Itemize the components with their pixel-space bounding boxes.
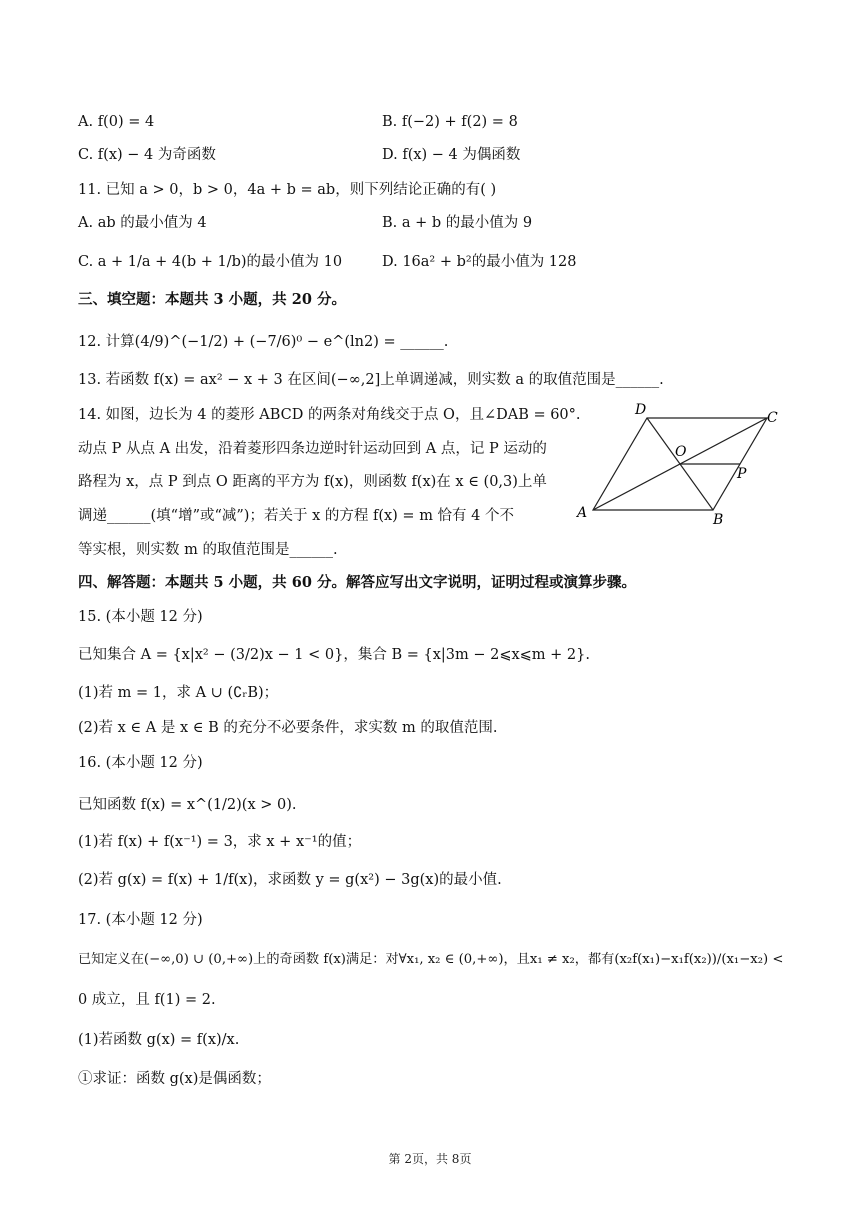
q14-line-3: 路程为 x，点 P 到点 O 距离的平方为 f(x)，则函数 f(x)在 x ∈ (0,3)上单 (78, 474, 547, 490)
q14-line-5: 等实根，则实数 m 的取值范围是______. (78, 542, 338, 558)
q13: 13. 若函数 f(x) = ax² − x + 3 在区间(−∞,2]上单调递减，则实数 a 的取值范围是______. (78, 372, 664, 388)
label-p: P (737, 466, 747, 482)
q15-stem: 已知集合 A = {x|x² − (3/2)x − 1 < 0}，集合 B = {x|3m − 2⩽x⩽m + 2}. (78, 647, 590, 663)
q12: 12. 计算(4/9)^(−1/2) + (−7/6)⁰ − e^(ln2) = ______. (78, 334, 449, 350)
q16-part-2: (2)若 g(x) = f(x) + 1/f(x)，求函数 y = g(x²) − 3g(x)的最小值. (78, 872, 502, 888)
q14-line-2: 动点 P 从点 A 出发，沿着菱形四条边逆时针运动回到 A 点，记 P 运动的 (78, 441, 547, 457)
q15-title: 15. (本小题 12 分) (78, 609, 203, 625)
rhombus-figure (575, 400, 785, 525)
q10-option-d: D. f(x) − 4 为偶函数 (382, 147, 521, 163)
label-d: D (635, 402, 647, 418)
q11-option-d: D. 16a² + b²的最小值为 128 (382, 254, 577, 270)
label-b: B (713, 512, 724, 525)
q15-part-1: (1)若 m = 1，求 A ∪ (∁ᵣB)； (78, 685, 279, 701)
q11-option-b: B. a + b 的最小值为 9 (382, 215, 533, 231)
label-a: A (577, 505, 588, 521)
q17-title: 17. (本小题 12 分) (78, 912, 203, 928)
q11-option-a: A. ab 的最小值为 4 (78, 215, 207, 231)
q11-option-c: C. a + 1/a + 4(b + 1/b)的最小值为 10 (78, 254, 343, 270)
section3-heading: 三、填空题：本题共 3 小题，共 20 分。 (78, 291, 346, 308)
q17-part-1: (1)若函数 g(x) = f(x)/x. (78, 1032, 240, 1048)
q17-stem-line-2: 0 成立，且 f(1) = 2. (78, 992, 216, 1008)
label-c: C (767, 410, 778, 426)
q17-stem-line-1: 已知定义在(−∞,0) ∪ (0,+∞)上的奇函数 f(x)满足：对∀x₁, x₂ ∈ (0,+∞)，且x₁ ≠ x₂，都有(x₂f(x₁)−x₁f(x₂))/(x₁−x₂) < (78, 952, 784, 967)
q10-option-a: A. f(0) = 4 (78, 114, 155, 130)
q16-title: 16. (本小题 12 分) (78, 755, 203, 771)
q11-stem: 11. 已知 a > 0，b > 0，4a + b = ab，则下列结论正确的有( ) (78, 182, 497, 198)
q16-part-1: (1)若 f(x) + f(x⁻¹) = 3，求 x + x⁻¹的值； (78, 834, 362, 850)
q15-part-2: (2)若 x ∈ A 是 x ∈ B 的充分不必要条件，求实数 m 的取值范围. (78, 720, 498, 736)
page-footer: 第 2页，共 8页 (388, 1152, 472, 1166)
q14-line-4: 调递______(填“增”或“减”)；若关于 x 的方程 f(x) = m 恰有 4 个不 (78, 508, 514, 524)
q16-stem: 已知函数 f(x) = x^(1/2)(x > 0). (78, 797, 297, 813)
q17-part-1a: ①求证：函数 g(x)是偶函数； (78, 1071, 271, 1087)
q14-line-1: 14. 如图，边长为 4 的菱形 ABCD 的两条对角线交于点 O，且∠DAB = 60°. (78, 407, 581, 423)
section4-heading: 四、解答题：本题共 5 小题，共 60 分。解答应写出文字说明，证明过程或演算步骤。 (78, 574, 636, 591)
q10-option-b: B. f(−2) + f(2) = 8 (382, 114, 518, 130)
q10-option-c: C. f(x) − 4 为奇函数 (78, 147, 216, 163)
label-o: O (675, 444, 687, 460)
